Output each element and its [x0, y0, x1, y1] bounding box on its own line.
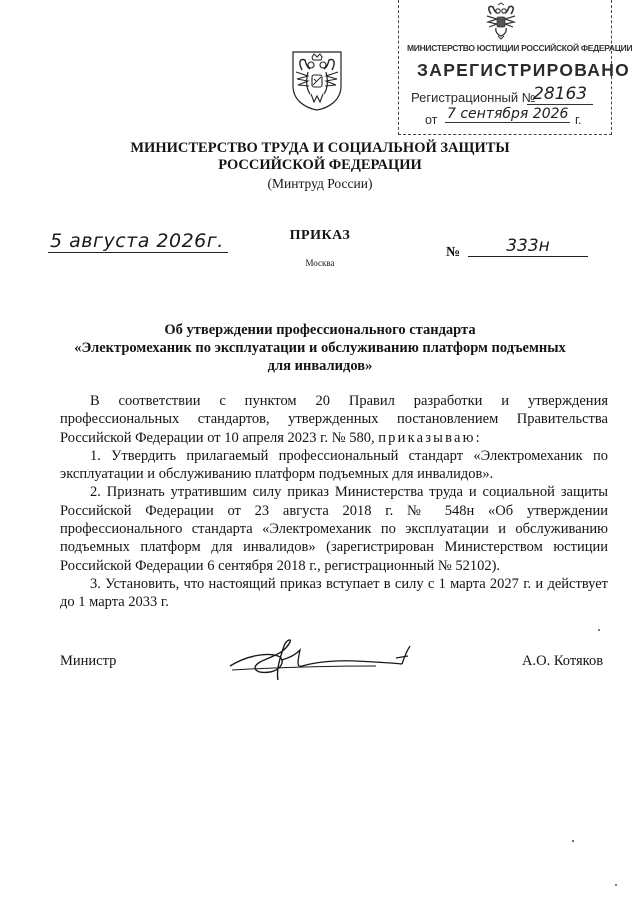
- clause-1: 1. Утвердить прилагаемый профессиональный стандарт «Электромеханик по эксплуатации и обслуживанию платформ подъемных для инвалидов».: [60, 447, 608, 483]
- signer-position: Министр: [60, 653, 117, 669]
- order-number-sign: №: [446, 245, 461, 260]
- stamp-coat-of-arms-icon: [481, 2, 521, 40]
- stamp-from-suffix: г.: [575, 113, 582, 127]
- subject-line2: «Электромеханик по эксплуатации и обслуживанию платформ подъемных: [74, 340, 566, 356]
- scan-speck: [598, 629, 600, 631]
- stamp-regnum-value: 28163: [527, 84, 593, 105]
- org-short-name: (Минтруд России): [267, 176, 373, 191]
- subject-line3: для инвалидов»: [267, 358, 373, 374]
- signer-name: А.О. Котяков: [522, 653, 604, 669]
- order-city: Москва: [305, 258, 335, 268]
- registration-stamp: [398, 0, 633, 135]
- clause-3: 3. Установить, что настоящий приказ вступает в силу с 1 марта 2027 г. и действует до 1 марта 2033 г.: [60, 575, 608, 611]
- subject-line1: Об утверждении профессионального стандарта: [164, 322, 476, 338]
- scan-speck: [615, 884, 617, 886]
- order-title: ПРИКАЗ: [289, 228, 351, 243]
- clause-2: 2. Признать утратившим силу приказ Министерства труда и социальной защиты Российской Федерации от 23 августа 2018 г. № 548н «Об утверждении профессионального стандарта «Электромеханик по эксплуатации и обслуживанию подъемных платформ для инвалидов» (зарегистрирован Министерством юстиции Российской Федерации 6 сентября 2018 г., регистрационный № 52102).: [60, 484, 608, 574]
- org-name-line1: МИНИСТЕРСТВО ТРУДА И СОЦИАЛЬНОЙ ЗАЩИТЫ: [130, 140, 510, 156]
- scan-speck: [572, 840, 574, 842]
- preamble-paragraph: [60, 392, 608, 447]
- stamp-ministry-line: МИНИСТЕРСТВО ЮСТИЦИИ РОССИЙСКОЙ ФЕДЕРАЦИИ: [407, 43, 633, 53]
- stamp-regnum-label: Регистрационный №: [411, 90, 536, 105]
- org-name-line2: РОССИЙСКОЙ ФЕДЕРАЦИИ: [218, 157, 422, 173]
- handwritten-order-date: 5 августа 2026г.: [48, 230, 228, 253]
- stamp-status: ЗАРЕГИСТРИРОВАНО: [417, 60, 631, 80]
- command-word: приказываю:: [378, 429, 482, 446]
- preamble-text: В соответствии с пунктом 20 Правил разработки и утверждения профессиональных стандартов, утвержденных постановлением Правительства Российской Федерации от 10 апреля 2023 г. № 580,: [60, 393, 608, 446]
- handwritten-order-number: 333н: [468, 236, 588, 257]
- handwritten-signature: [226, 630, 426, 688]
- stamp-date-value: 7 сентября 2026: [447, 106, 569, 122]
- stamp-from-label: от: [425, 113, 438, 127]
- coat-of-arms-icon: [288, 48, 346, 112]
- order-body: [60, 392, 608, 612]
